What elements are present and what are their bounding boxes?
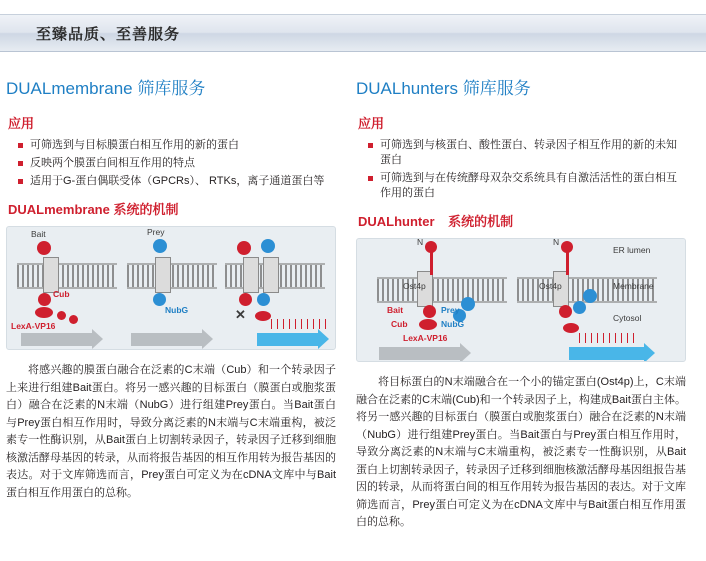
- bait-n-terminus-icon: [425, 241, 437, 253]
- membrane-bar: [377, 277, 507, 303]
- transmembrane-helix-icon: [243, 257, 259, 293]
- page-title-right: DUALhunters 筛库服务: [356, 79, 531, 98]
- mechanism-heading-right-sub: 系统的机制: [448, 214, 514, 229]
- applications-heading-left: 应用: [8, 116, 35, 131]
- figure-label-cytosol: Cytosol: [613, 313, 642, 323]
- prey-protein-icon: [261, 239, 275, 253]
- reporter-gene-arrow: [569, 347, 645, 360]
- figure-label-prey: Prey: [441, 305, 460, 315]
- transmembrane-helix-icon: [263, 257, 279, 293]
- column-dualmembrane: [6, 74, 336, 513]
- transcription-factor-icon: [57, 311, 66, 320]
- applications-list-left: [6, 138, 336, 189]
- lexa-vp16-icon: [563, 323, 579, 333]
- list-item: 反映两个膜蛋白间相互作用的特点: [18, 156, 336, 171]
- reporter-arrow: [379, 347, 461, 360]
- figure-label-cub: Cub: [53, 289, 70, 299]
- cub-domain-icon: [423, 305, 436, 318]
- figure-label-n-terminus: N: [553, 238, 560, 247]
- figure-label-nubg: NubG: [441, 319, 465, 329]
- transmembrane-helix-icon: [43, 257, 59, 293]
- lexa-vp16-icon: [35, 307, 53, 318]
- list-item: 可筛选到与核蛋白、酸性蛋白、转录因子相互作用的新的未知蛋白: [368, 138, 686, 168]
- membrane-bar: [127, 263, 217, 289]
- figure-dualhunter: [356, 238, 686, 362]
- prey-protein-icon: [461, 297, 475, 311]
- body-paragraph-left: 将感兴趣的膜蛋白融合在泛素的C末端（Cub）和一个转录因子上来进行组建Bait蛋白。将另一感兴趣的目标蛋白（膜蛋白或胞浆蛋白）融合在泛素的N末端（NubG）进行组建Prey蛋白。当Bait蛋白与Prey蛋白相互作用时，导致分离泛素的N末端与C末端重构，被泛素专一性酶识别，从Bait蛋白上切割转录因子，转录因子迁移到细胞核激活酵母基因的转录，从而将报告基因的相互作用转为报告基因的表达。对于文库筛选而言，Prey蛋白可定义为在cDNA文库中与Bait蛋白相互作用蛋白的总称。: [6, 364, 336, 499]
- applications-heading-right: 应用: [358, 116, 385, 131]
- dna-strand-icon: [271, 319, 331, 329]
- figure-label-er-lumen: ER lumen: [613, 245, 651, 255]
- list-item: 可筛选到与目标膜蛋白相互作用的新的蛋白: [18, 138, 336, 153]
- mechanism-heading-left: DUALmembrane 系统的机制: [8, 202, 179, 217]
- figure-label-bait: Bait: [387, 305, 404, 315]
- cleavage-x-icon: ✕: [235, 307, 246, 322]
- figure-label-n-terminus: N: [417, 238, 424, 247]
- nubg-domain-icon: [573, 301, 586, 314]
- page-title-left: DUALmembrane 筛库服务: [6, 79, 206, 98]
- figure-label-lexa-vp16: LexA-VP16: [11, 321, 56, 331]
- prey-protein-icon: [153, 239, 167, 253]
- body-paragraph-right: 将目标蛋白的N末端融合在一个小的锚定蛋白(Ost4p)上，C末端融合在泛素的C末端(Cub)和一个转录因子上，构建成Bait蛋白主体。将另一感兴趣的目标蛋白（膜蛋白或胞浆蛋白）融合在泛素的N末端（NubG）进行组建Prey蛋白。当Bait蛋白与Prey蛋白相互作用时，导致分离泛素的N末端与C末端重构，被泛素专一性酶识别，从Bait蛋白上切割转录因子，转录因子迁移到细胞核激活酵母基因组报告基因的转录，从而将蛋白间的相互作用转为报告基因的表达。对于文库筛选而言，Prey蛋白可定义为在cDNA文库中与Bait蛋白相互作用蛋白的总称。: [356, 376, 686, 528]
- cub-domain-icon: [38, 293, 51, 306]
- figure-label-prey: Prey: [147, 227, 165, 237]
- figure-label-nubg: NubG: [165, 305, 189, 315]
- column-dualhunter: [356, 74, 686, 543]
- mechanism-heading-right: [358, 211, 686, 230]
- mechanism-heading-right-main: DUALhunter: [358, 214, 435, 229]
- bait-protein-icon: [237, 241, 251, 255]
- applications-list-right: [356, 138, 686, 201]
- figure-label-ost4p: Ost4p: [539, 281, 562, 291]
- banner-title: 至臻品质、至善服务: [36, 26, 181, 43]
- dna-strand-icon: [579, 333, 639, 343]
- lexa-vp16-icon: [255, 311, 271, 321]
- cub-domain-icon: [239, 293, 252, 306]
- figure-label-bait: Bait: [31, 229, 46, 239]
- figure-label-cub: Cub: [391, 319, 408, 329]
- transcription-factor-icon: [69, 315, 78, 324]
- bait-protein-icon: [37, 241, 51, 255]
- bait-n-terminus-icon: [561, 241, 573, 253]
- transmembrane-helix-icon: [155, 257, 171, 293]
- prey-protein-icon: [583, 289, 597, 303]
- membrane-bar: [17, 263, 117, 289]
- cub-domain-icon: [559, 305, 572, 318]
- header-banner: [0, 14, 706, 52]
- reporter-arrow: [21, 333, 93, 346]
- lexa-vp16-icon: [419, 319, 437, 330]
- figure-dualmembrane: [6, 226, 336, 350]
- list-item: 适用于G-蛋白偶联受体（GPCRs）、 RTKs，离子通道蛋白等: [18, 174, 336, 189]
- list-item: 可筛选到与在传统酵母双杂交系统具有自激活活性的蛋白相互作用的蛋白: [368, 171, 686, 201]
- reporter-arrow: [131, 333, 203, 346]
- figure-label-ost4p: Ost4p: [403, 281, 426, 291]
- figure-label-membrane: Membrane: [613, 281, 654, 291]
- nubg-domain-icon: [257, 293, 270, 306]
- figure-label-lexa-vp16: LexA-VP16: [403, 333, 448, 343]
- reporter-gene-arrow: [257, 333, 319, 346]
